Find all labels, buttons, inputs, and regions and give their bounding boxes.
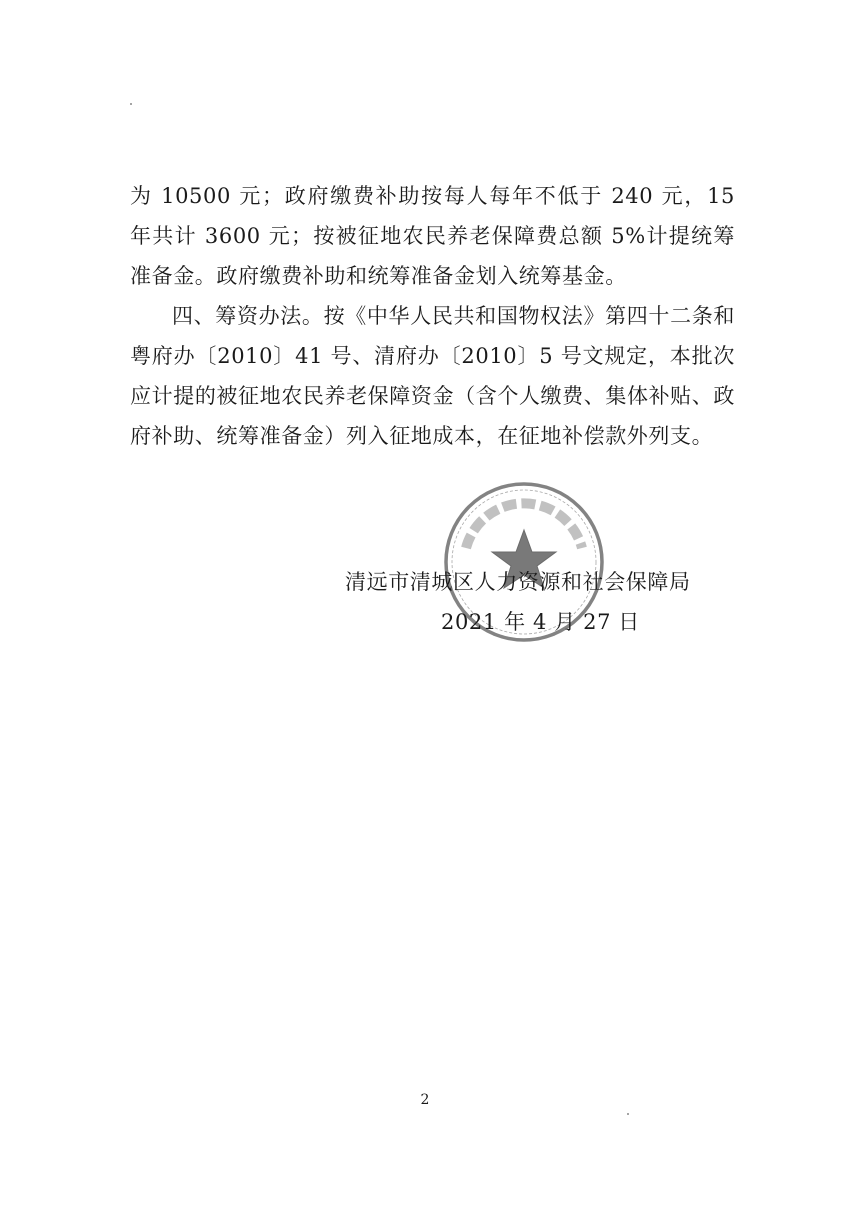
paragraph-funding-method: 四、筹资办法。按《中华人民共和国物权法》第四十二条和粤府办〔2010〕41 号、清府办〔2010〕5 号文规定，本批次应计提的被征地农民养老保障资金（含个人缴费、集体补贴、政府补助、统筹准备金）列入征地成本，在征地补偿款外列支。: [130, 304, 735, 448]
page-number: 2: [420, 1092, 430, 1108]
document-body: [130, 176, 735, 456]
paragraph-funding-standard: 为 10500 元；政府缴费补助按每人每年不低于 240 元，15 年共计 3600 元；按被征地农民养老保障费总额 5%计提统筹准备金。政府缴费补助和统筹准备金划入统筹基金。: [130, 184, 735, 288]
scan-speck: [130, 103, 132, 105]
issue-date: 2021 年 4 月 27 日: [441, 610, 640, 634]
issuing-organization: 清远市清城区人力资源和社会保障局: [345, 570, 691, 594]
signature-block: [345, 562, 705, 642]
scan-speck: [627, 1113, 629, 1115]
